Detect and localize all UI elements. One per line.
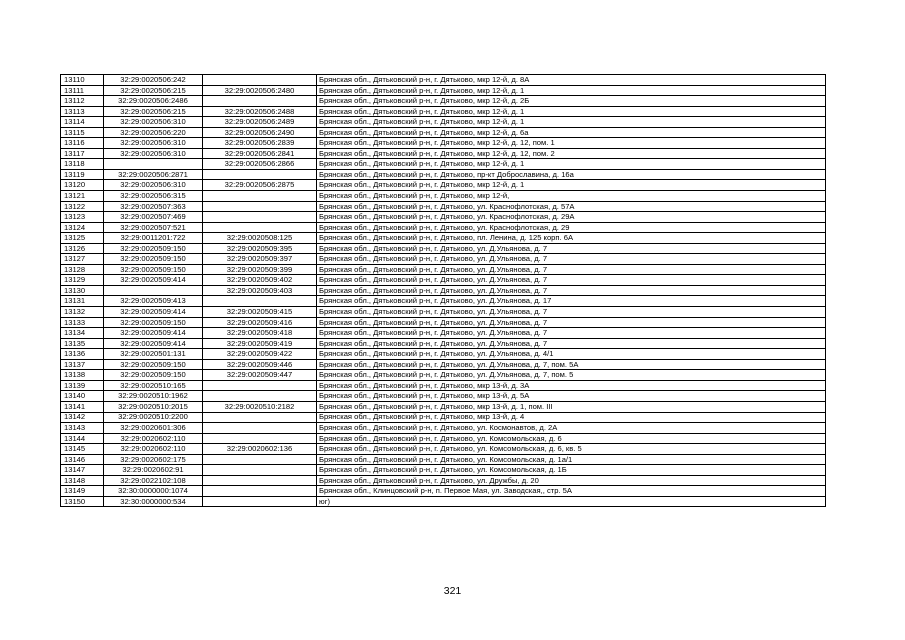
row-number-cell: 13123: [61, 212, 104, 223]
table-row: [61, 138, 826, 149]
cadastral-number-cell: 32:29:0020509:414: [104, 307, 203, 318]
cadastral-number-cell: [104, 285, 203, 296]
row-number-cell: 13138: [61, 370, 104, 381]
object-cadastral-number-cell: 32:29:0020510:2182: [203, 401, 317, 412]
object-cadastral-number-cell: [203, 496, 317, 507]
object-cadastral-number-cell: 32:29:0020509:397: [203, 254, 317, 265]
cadastral-number-cell: 32:29:0020602:110: [104, 433, 203, 444]
object-cadastral-number-cell: [203, 201, 317, 212]
address-cell: Брянская обл., Дятьковский р-н, г. Дятьково, мкр 12-й, д. 1: [317, 117, 826, 128]
address-cell: Брянская обл., Дятьковский р-н, г. Дятьково, мкр 13-й, д. 5А: [317, 391, 826, 402]
address-cell: Брянская обл., Клинцовский р-н, п. Первое Мая, ул. Заводская,, стр. 5А: [317, 486, 826, 497]
object-cadastral-number-cell: [203, 380, 317, 391]
address-cell: Брянская обл., Дятьковский р-н, г. Дятьково, мкр 12-й,: [317, 191, 826, 202]
row-number-cell: 13130: [61, 285, 104, 296]
row-number-cell: 13142: [61, 412, 104, 423]
address-cell: Брянская обл., Дятьковский р-н, г. Дятьково, ул. Краснофлотская, д. 57А: [317, 201, 826, 212]
object-cadastral-number-cell: 32:29:0020509:418: [203, 328, 317, 339]
table-row: [61, 96, 826, 107]
object-cadastral-number-cell: [203, 412, 317, 423]
object-cadastral-number-cell: [203, 296, 317, 307]
row-number-cell: 13144: [61, 433, 104, 444]
address-cell: Брянская обл., Дятьковский р-н, г. Дятьково, ул. Космонавтов, д. 2А: [317, 423, 826, 434]
object-cadastral-number-cell: 32:29:0020506:2488: [203, 106, 317, 117]
row-number-cell: 13118: [61, 159, 104, 170]
cadastral-number-cell: 32:29:0020601:306: [104, 423, 203, 434]
table-row: [61, 169, 826, 180]
cadastral-number-cell: 32:29:0020507:363: [104, 201, 203, 212]
object-cadastral-number-cell: [203, 191, 317, 202]
address-cell: Брянская обл., Дятьковский р-н, г. Дятьково, пл. Ленина, д. 125 корп. 6А: [317, 233, 826, 244]
row-number-cell: 13143: [61, 423, 104, 434]
object-cadastral-number-cell: 32:29:0020506:2866: [203, 159, 317, 170]
address-cell: Брянская обл., Дятьковский р-н, г. Дятьково, пр-кт Доброславина, д. 16а: [317, 169, 826, 180]
cadastral-number-cell: 32:30:0000000:1074: [104, 486, 203, 497]
address-cell: Брянская обл., Дятьковский р-н, г. Дятьково, мкр 13-й, д. 3А: [317, 380, 826, 391]
row-number-cell: 13131: [61, 296, 104, 307]
table-row: [61, 328, 826, 339]
address-cell: Брянская обл., Дятьковский р-н, г. Дятьково, ул. Д.Ульянова, д. 7: [317, 264, 826, 275]
object-cadastral-number-cell: [203, 423, 317, 434]
address-cell: Брянская обл., Дятьковский р-н, г. Дятьково, мкр 12-й, д. 1: [317, 159, 826, 170]
address-cell: Брянская обл., Дятьковский р-н, г. Дятьково, мкр 12-й, д. 8А: [317, 75, 826, 86]
table-row: [61, 444, 826, 455]
cadastral-number-cell: 32:29:0020509:150: [104, 264, 203, 275]
table-row: [61, 264, 826, 275]
cadastral-number-cell: 32:29:0020509:150: [104, 317, 203, 328]
address-cell: юг): [317, 496, 826, 507]
row-number-cell: 13128: [61, 264, 104, 275]
object-cadastral-number-cell: 32:29:0020509:415: [203, 307, 317, 318]
cadastral-number-cell: 32:29:0020506:2486: [104, 96, 203, 107]
table-row: [61, 338, 826, 349]
row-number-cell: 13148: [61, 475, 104, 486]
row-number-cell: 13126: [61, 243, 104, 254]
row-number-cell: 13124: [61, 222, 104, 233]
table-row: [61, 201, 826, 212]
row-number-cell: 13115: [61, 127, 104, 138]
cadastral-number-cell: 32:29:0020509:414: [104, 328, 203, 339]
object-cadastral-number-cell: [203, 454, 317, 465]
row-number-cell: 13134: [61, 328, 104, 339]
table-row: [61, 106, 826, 117]
object-cadastral-number-cell: [203, 465, 317, 476]
cadastral-number-cell: 32:29:0020509:150: [104, 370, 203, 381]
cadastral-number-cell: 32:30:0000000:534: [104, 496, 203, 507]
row-number-cell: 13132: [61, 307, 104, 318]
cadastral-number-cell: 32:29:0020602:91: [104, 465, 203, 476]
table-row: [61, 75, 826, 86]
row-number-cell: 13117: [61, 148, 104, 159]
address-cell: Брянская обл., Дятьковский р-н, г. Дятьково, мкр 13-й, д. 1, пом. III: [317, 401, 826, 412]
object-cadastral-number-cell: [203, 391, 317, 402]
cadastral-number-cell: 32:29:0020506:315: [104, 191, 203, 202]
address-cell: Брянская обл., Дятьковский р-н, г. Дятьково, мкр 12-й, д. 12, пом. 2: [317, 148, 826, 159]
address-cell: Брянская обл., Дятьковский р-н, г. Дятьково, мкр 12-й, д. 12, пом. 1: [317, 138, 826, 149]
address-cell: Брянская обл., Дятьковский р-н, г. Дятьково, мкр 12-й, д. 1: [317, 106, 826, 117]
address-cell: Брянская обл., Дятьковский р-н, г. Дятьково, мкр 12-й, д. 1: [317, 180, 826, 191]
address-cell: Брянская обл., Дятьковский р-н, г. Дятьково, ул. Д.Ульянова, д. 7: [317, 275, 826, 286]
cadastral-number-cell: 32:29:0020507:521: [104, 222, 203, 233]
address-cell: Брянская обл., Дятьковский р-н, г. Дятьково, ул. Краснофлотская, д. 29: [317, 222, 826, 233]
object-cadastral-number-cell: 32:29:0020509:422: [203, 349, 317, 360]
table-row: [61, 433, 826, 444]
cadastral-number-cell: 32:29:0020510:2200: [104, 412, 203, 423]
row-number-cell: 13145: [61, 444, 104, 455]
object-cadastral-number-cell: 32:29:0020506:2841: [203, 148, 317, 159]
register-table: [60, 74, 826, 507]
cadastral-number-cell: 32:29:0020509:414: [104, 338, 203, 349]
object-cadastral-number-cell: [203, 212, 317, 223]
row-number-cell: 13146: [61, 454, 104, 465]
row-number-cell: 13136: [61, 349, 104, 360]
row-number-cell: 13147: [61, 465, 104, 476]
table-row: [61, 212, 826, 223]
object-cadastral-number-cell: 32:29:0020506:2875: [203, 180, 317, 191]
object-cadastral-number-cell: [203, 433, 317, 444]
address-cell: Брянская обл., Дятьковский р-н, г. Дятьково, ул. Краснофлотская, д. 29А: [317, 212, 826, 223]
table-row: [61, 275, 826, 286]
row-number-cell: 13149: [61, 486, 104, 497]
cadastral-number-cell: 32:29:0020510:2015: [104, 401, 203, 412]
table-row: [61, 222, 826, 233]
row-number-cell: 13116: [61, 138, 104, 149]
cadastral-number-cell: 32:29:0020506:310: [104, 117, 203, 128]
cadastral-number-cell: 32:29:0020506:220: [104, 127, 203, 138]
object-cadastral-number-cell: [203, 75, 317, 86]
table-row: [61, 148, 826, 159]
table-row: [61, 401, 826, 412]
object-cadastral-number-cell: 32:29:0020509:446: [203, 359, 317, 370]
address-cell: Брянская обл., Дятьковский р-н, г. Дятьково, ул. Комсомольская, д. 6: [317, 433, 826, 444]
object-cadastral-number-cell: [203, 475, 317, 486]
address-cell: Брянская обл., Дятьковский р-н, г. Дятьково, ул. Д.Ульянова, д. 7: [317, 328, 826, 339]
address-cell: Брянская обл., Дятьковский р-н, г. Дятьково, ул. Д.Ульянова, д. 7: [317, 317, 826, 328]
table-row: [61, 180, 826, 191]
table-row: [61, 127, 826, 138]
table-row: [61, 391, 826, 402]
register-table-body: [61, 75, 826, 507]
object-cadastral-number-cell: 32:29:0020509:416: [203, 317, 317, 328]
row-number-cell: 13120: [61, 180, 104, 191]
table-row: [61, 191, 826, 202]
row-number-cell: 13141: [61, 401, 104, 412]
table-row: [61, 285, 826, 296]
address-cell: Брянская обл., Дятьковский р-н, г. Дятьково, ул. Д.Ульянова, д. 4/1: [317, 349, 826, 360]
address-cell: Брянская обл., Дятьковский р-н, г. Дятьково, ул. Д.Ульянова, д. 7: [317, 285, 826, 296]
row-number-cell: 13110: [61, 75, 104, 86]
row-number-cell: 13139: [61, 380, 104, 391]
row-number-cell: 13150: [61, 496, 104, 507]
table-row: [61, 475, 826, 486]
cadastral-number-cell: 32:29:0020602:175: [104, 454, 203, 465]
page-number: 321: [443, 585, 462, 597]
address-cell: Брянская обл., Дятьковский р-н, г. Дятьково, ул. Комсомольская, д. 1Б: [317, 465, 826, 476]
row-number-cell: 13114: [61, 117, 104, 128]
object-cadastral-number-cell: 32:29:0020509:419: [203, 338, 317, 349]
table-row: [61, 465, 826, 476]
address-cell: Брянская обл., Дятьковский р-н, г. Дятьково, ул. Д.Ульянова, д. 7, пом. 5А: [317, 359, 826, 370]
table-row: [61, 317, 826, 328]
object-cadastral-number-cell: 32:29:0020508:125: [203, 233, 317, 244]
cadastral-number-cell: 32:29:0020509:150: [104, 359, 203, 370]
row-number-cell: 13111: [61, 85, 104, 96]
row-number-cell: 13122: [61, 201, 104, 212]
table-row: [61, 117, 826, 128]
object-cadastral-number-cell: 32:29:0020506:2489: [203, 117, 317, 128]
object-cadastral-number-cell: 32:29:0020509:399: [203, 264, 317, 275]
cadastral-number-cell: 32:29:0020506:2871: [104, 169, 203, 180]
object-cadastral-number-cell: [203, 486, 317, 497]
table-row: [61, 412, 826, 423]
object-cadastral-number-cell: 32:29:0020509:395: [203, 243, 317, 254]
table-row: [61, 233, 826, 244]
row-number-cell: 13121: [61, 191, 104, 202]
cadastral-number-cell: 32:29:0020509:150: [104, 254, 203, 265]
object-cadastral-number-cell: [203, 169, 317, 180]
table-row: [61, 307, 826, 318]
address-cell: Брянская обл., Дятьковский р-н, г. Дятьково, мкр 12-й, д. 2Б: [317, 96, 826, 107]
cadastral-number-cell: 32:29:0022102:108: [104, 475, 203, 486]
table-row: [61, 159, 826, 170]
row-number-cell: 13129: [61, 275, 104, 286]
cadastral-number-cell: 32:29:0020509:414: [104, 275, 203, 286]
address-cell: Брянская обл., Дятьковский р-н, г. Дятьково, мкр 12-й, д. 1: [317, 85, 826, 96]
cadastral-number-cell: 32:29:0020510:165: [104, 380, 203, 391]
cadastral-number-cell: 32:29:0020506:310: [104, 180, 203, 191]
address-cell: Брянская обл., Дятьковский р-н, г. Дятьково, ул. Д.Ульянова, д. 7, пом. 5: [317, 370, 826, 381]
object-cadastral-number-cell: 32:29:0020506:2490: [203, 127, 317, 138]
cadastral-number-cell: 32:29:0020506:215: [104, 106, 203, 117]
table-row: [61, 85, 826, 96]
cadastral-number-cell: 32:29:0020506:215: [104, 85, 203, 96]
cadastral-number-cell: 32:29:0020506:310: [104, 148, 203, 159]
table-row: [61, 349, 826, 360]
cadastral-number-cell: 32:29:0020510:1962: [104, 391, 203, 402]
cadastral-number-cell: 32:29:0020509:413: [104, 296, 203, 307]
cadastral-number-cell: 32:29:0020506:242: [104, 75, 203, 86]
object-cadastral-number-cell: [203, 96, 317, 107]
address-cell: Брянская обл., Дятьковский р-н, г. Дятьково, ул. Д.Ульянова, д. 7: [317, 254, 826, 265]
table-row: [61, 359, 826, 370]
table-row: [61, 423, 826, 434]
table-row: [61, 243, 826, 254]
address-cell: Брянская обл., Дятьковский р-н, г. Дятьково, мкр 12-й, д. 6а: [317, 127, 826, 138]
table-row: [61, 380, 826, 391]
address-cell: Брянская обл., Дятьковский р-н, г. Дятьково, ул. Комсомольская, д. 6, кв. 5: [317, 444, 826, 455]
address-cell: Брянская обл., Дятьковский р-н, г. Дятьково, ул. Комсомольская, д. 1а/1: [317, 454, 826, 465]
row-number-cell: 13133: [61, 317, 104, 328]
table-row: [61, 454, 826, 465]
cadastral-number-cell: 32:29:0020602:110: [104, 444, 203, 455]
address-cell: Брянская обл., Дятьковский р-н, г. Дятьково, мкр 13-й, д. 4: [317, 412, 826, 423]
object-cadastral-number-cell: [203, 222, 317, 233]
cadastral-number-cell: 32:29:0020509:150: [104, 243, 203, 254]
address-cell: Брянская обл., Дятьковский р-н, г. Дятьково, ул. Д.Ульянова, д. 7: [317, 338, 826, 349]
row-number-cell: 13119: [61, 169, 104, 180]
row-number-cell: 13113: [61, 106, 104, 117]
cadastral-number-cell: 32:29:0020501:131: [104, 349, 203, 360]
table-row: [61, 296, 826, 307]
row-number-cell: 13127: [61, 254, 104, 265]
object-cadastral-number-cell: 32:29:0020509:403: [203, 285, 317, 296]
address-cell: Брянская обл., Дятьковский р-н, г. Дятьково, ул. Д.Ульянова, д. 7: [317, 243, 826, 254]
object-cadastral-number-cell: 32:29:0020602:136: [203, 444, 317, 455]
table-row: [61, 496, 826, 507]
row-number-cell: 13112: [61, 96, 104, 107]
row-number-cell: 13140: [61, 391, 104, 402]
cadastral-number-cell: 32:29:0020506:310: [104, 138, 203, 149]
object-cadastral-number-cell: 32:29:0020509:402: [203, 275, 317, 286]
object-cadastral-number-cell: 32:29:0020506:2839: [203, 138, 317, 149]
cadastral-number-cell: 32:29:0020507:469: [104, 212, 203, 223]
table-row: [61, 370, 826, 381]
object-cadastral-number-cell: 32:29:0020506:2480: [203, 85, 317, 96]
row-number-cell: 13125: [61, 233, 104, 244]
cadastral-number-cell: [104, 159, 203, 170]
row-number-cell: 13137: [61, 359, 104, 370]
object-cadastral-number-cell: 32:29:0020509:447: [203, 370, 317, 381]
table-row: [61, 254, 826, 265]
cadastral-number-cell: 32:29:0011201:722: [104, 233, 203, 244]
address-cell: Брянская обл., Дятьковский р-н, г. Дятьково, ул. Д.Ульянова, д. 17: [317, 296, 826, 307]
table-row: [61, 486, 826, 497]
address-cell: Брянская обл., Дятьковский р-н, г. Дятьково, ул. Дружбы, д. 20: [317, 475, 826, 486]
address-cell: Брянская обл., Дятьковский р-н, г. Дятьково, ул. Д.Ульянова, д. 7: [317, 307, 826, 318]
row-number-cell: 13135: [61, 338, 104, 349]
